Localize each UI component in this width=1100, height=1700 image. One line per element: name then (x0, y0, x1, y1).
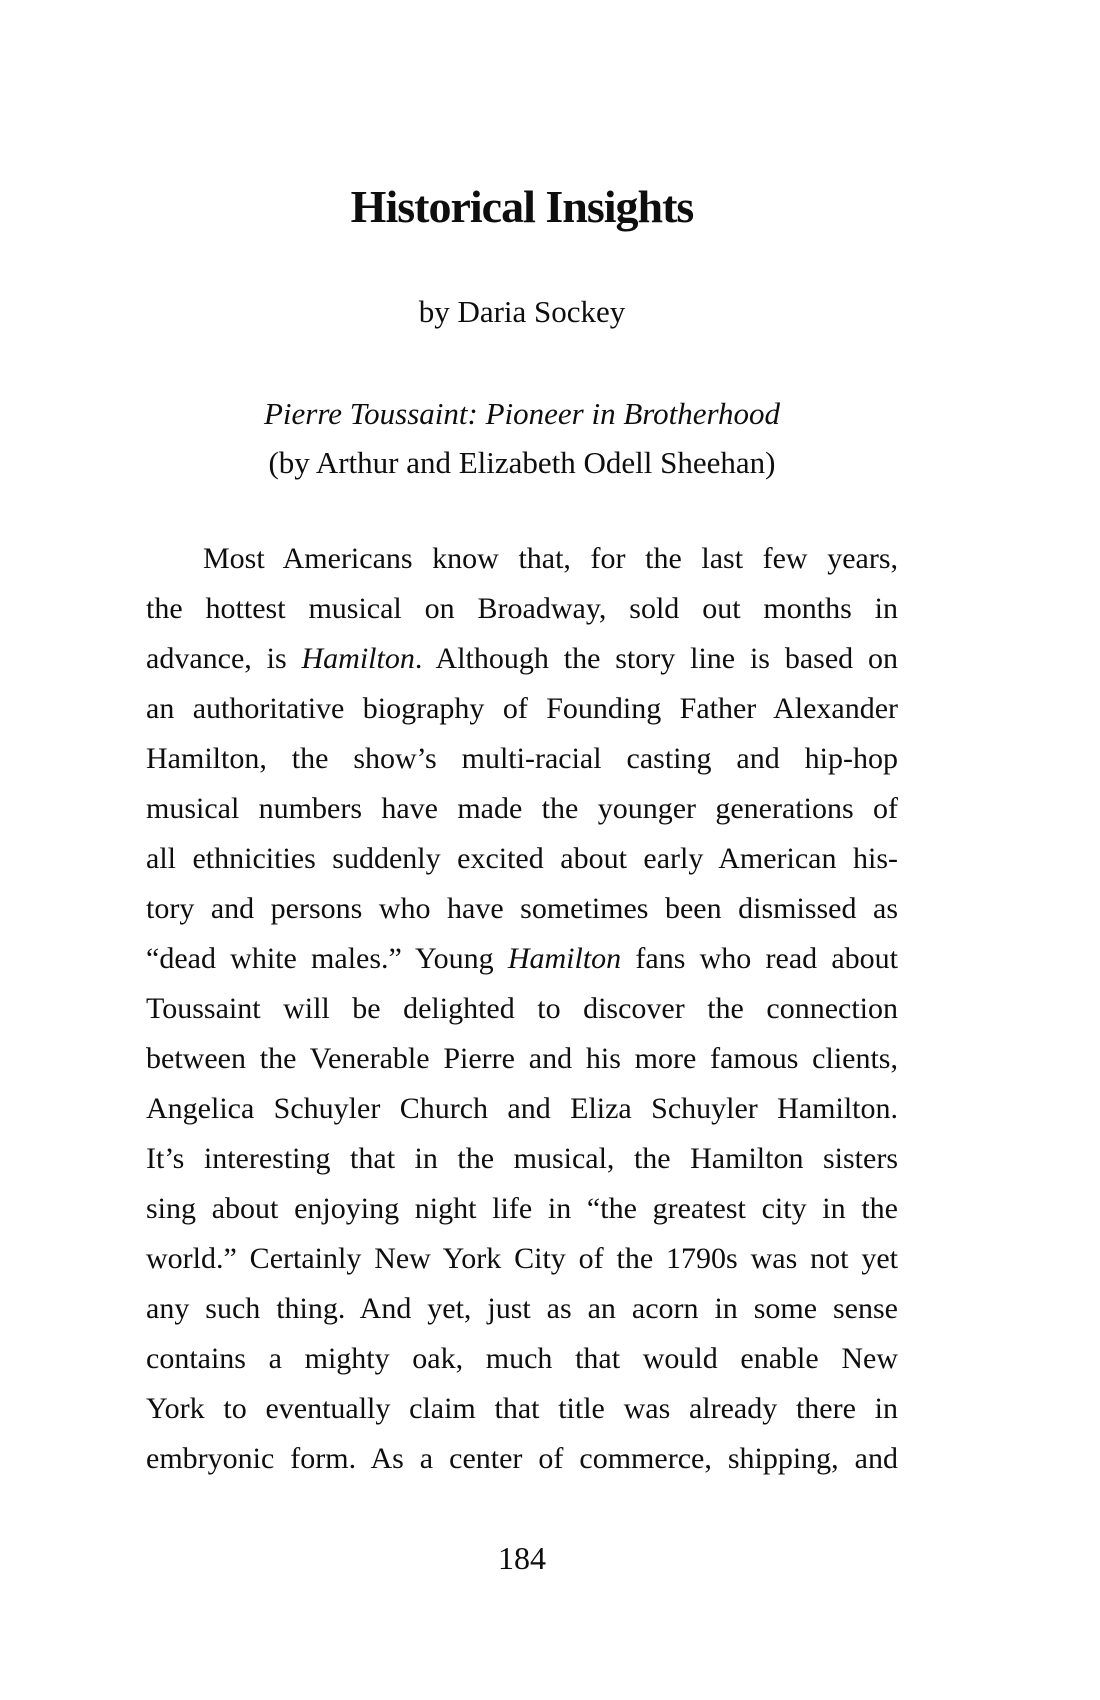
page-number: 184 (498, 1540, 546, 1576)
body-line: Toussaint will be delighted to discover the connection (146, 992, 898, 1025)
body-line: advance, is Hamilton. Although the story line is based on (146, 642, 898, 675)
body-line: all ethnicities suddenly excited about early American his- (146, 842, 898, 875)
body-line: embryonic form. As a center of commerce, shipping, and (146, 1442, 898, 1475)
body-line: Angelica Schuyler Church and Eliza Schuyler Hamilton. (146, 1092, 898, 1125)
body-line: sing about enjoying night life in “the greatest city in the (146, 1192, 898, 1225)
byline: by Daria Sockey (418, 294, 626, 329)
body-line: between the Venerable Pierre and his more famous clients, (146, 1042, 898, 1075)
body-line: any such thing. And yet, just as an acorn in some sense (146, 1292, 898, 1325)
body-line: It’s interesting that in the musical, the Hamilton sisters (146, 1142, 898, 1175)
reviewed-work-authors: (by Arthur and Elizabeth Odell Sheehan) (268, 445, 776, 480)
reviewed-work-title: Pierre Toussaint: Pioneer in Brotherhood (263, 396, 781, 431)
italicized-text: Hamilton (507, 942, 622, 975)
body-line: world.” Certainly New York City of the 1790s was not yet (146, 1242, 898, 1275)
body-line: tory and persons who have sometimes been dismissed as (146, 892, 898, 925)
body-line: “dead white males.” Young Hamilton fans who read about (146, 942, 899, 975)
italicized-text: Hamilton (301, 642, 415, 675)
body-paragraph (146, 534, 898, 1484)
text-block (146, 0, 898, 1700)
body-line: an authoritative biography of Founding Father Alexander (146, 692, 898, 725)
body-line: Most Americans know that, for the last few years, (203, 542, 898, 575)
body-line: Hamilton, the show’s multi-racial casting and hip-hop (146, 742, 898, 775)
body-line: contains a mighty oak, much that would enable New (146, 1342, 898, 1375)
body-line: musical numbers have made the younger generations of (146, 792, 898, 825)
page-title: Historical Insights (350, 181, 694, 232)
body-line: York to eventually claim that title was already there in (146, 1392, 898, 1425)
body-line: the hottest musical on Broadway, sold out months in (146, 592, 898, 625)
